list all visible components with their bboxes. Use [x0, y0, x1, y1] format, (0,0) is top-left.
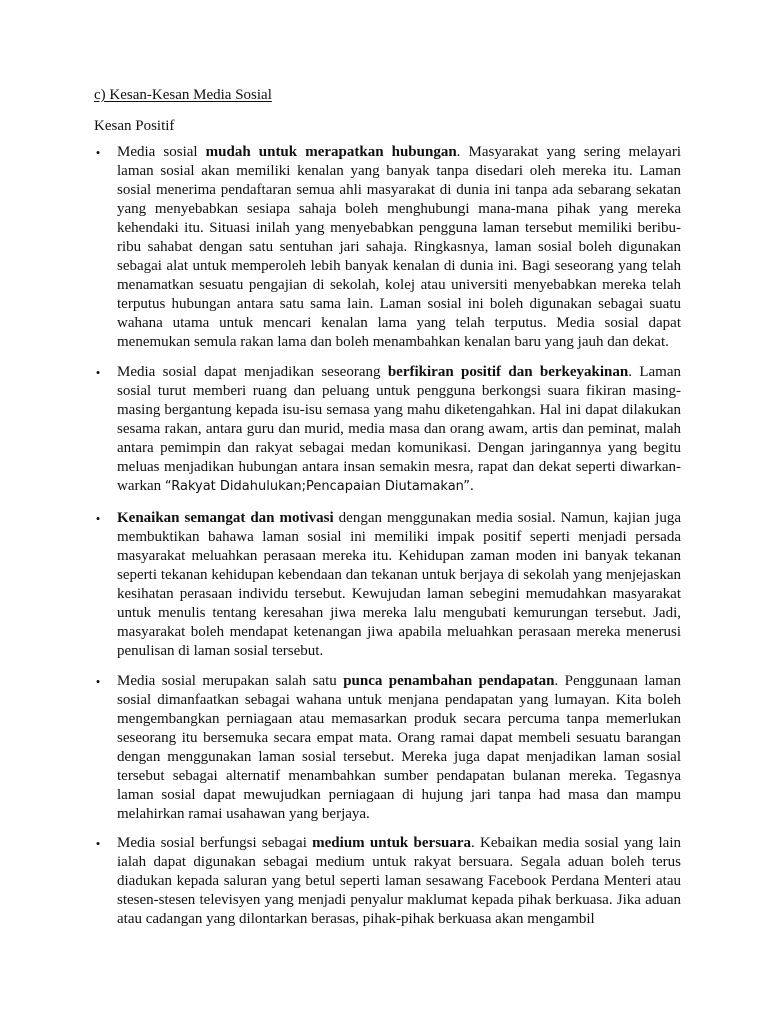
quote-text: “Rakyat Didahulukan;Pencapaian Diutamakan” [164, 479, 470, 494]
paragraph-bold-text: berfikiran positif dan berkeyakinan [387, 364, 629, 380]
paragraph [117, 834, 681, 929]
list-item [95, 363, 681, 496]
paragraph-text: . Kebaikan media sosial yang lain ialah dapat digunakan sebagai medium untuk rakyat bersuara. Segala aduan boleh terus diadukan kepada saluran yang betul seperti laman sesawang Facebook Perdana Menteri atau stesen-stesen televisyen yang menjadi penyalur maklumat kepada pihak berkuasa. Jika aduan atau cadangan yang dilontarkan berasas, pihak-pihak berkuasa akan mengambil [117, 835, 682, 927]
bullet-icon: • [95, 836, 101, 851]
bullet-icon: • [95, 365, 101, 380]
paragraph-text: Media sosial dapat menjadikan seseorang [117, 364, 388, 380]
paragraph-text: . Laman sosial turut memberi ruang dan peluang untuk pengguna berkongsi suara fikiran masing-masing bergantung kepada isu-isu semasa yang mahu diketengahkan. Hal ini dapat dilakukan sesama rakan, antara guru dan murid, media masa dan orang awam, artis dan peminat, malah antara pemimpin dan rakyat sebagai medan komunikasi. Dengan jaringannya yang begitu meluas menjadikan hubungan antara insan semakin mesra, rapat dan dekat seperti diwarkan-warkan [117, 364, 681, 494]
paragraph-bold-text: mudah untuk merapatkan hubungan [205, 144, 457, 160]
paragraph-text: . [469, 478, 474, 494]
sub-heading: Kesan Positif [94, 118, 175, 134]
paragraph-text: dengan menggunakan media sosial. Namun, kajian juga membuktikan bahawa laman sosial ini memiliki impak positif seperti menjadi persada masyarakat meluahkan perasaan mereka itu. Kehidupan zaman moden ini banyak tekanan seperti tekanan kehidupan kebendaan dan tekanan untuk berjaya di sekolah yang menjejaskan kesihatan perasaan individu tersebut. Kewujudan laman sebegini memudahkan masyarakat untuk menulis tentang keresahan jiwa mereka lalu mengubati kemurungan tersebut. Jadi, masyarakat boleh mendapat ketenangan jiwa apabila meluahkan perasaan mereka menerusi penulisan di laman sosial tersebut. [117, 510, 681, 659]
section-heading: c) Kesan-Kesan Media Sosial [94, 87, 272, 103]
list-item [95, 834, 682, 929]
paragraph-text: . Penggunaan laman sosial dimanfaatkan sebagai wahana untuk menjana pendapatan yang lumayan. Kita boleh mengembangkan perniagaan atau memasarkan produk secara percuma tanpa memerlukan seseorang itu bersemuka secara empat mata. Orang ramai dapat membeli sesuatu barangan dengan menggunakan laman sosial tersebut. Mereka juga dapat menjadikan laman sosial tersebut sebagai alternatif menambahkan sumber pendapatan bulanan mereka. Tegasnya laman sosial dapat mewujudkan perniagaan di hujung jari tanpa had masa dan mampu melahirkan ramai usahawan yang berjaya. [117, 673, 682, 822]
paragraph-text: Media sosial berfungsi sebagai [117, 835, 313, 851]
paragraph-bold-text: medium untuk bersuara [312, 835, 472, 851]
bullet-icon: • [95, 674, 101, 689]
bullet-icon: • [95, 145, 101, 160]
bullet-icon: • [95, 511, 101, 526]
paragraph-bold-text: punca penambahan pendapatan [343, 673, 555, 689]
paragraph [117, 672, 681, 824]
paragraph-bold-text: Kenaikan semangat dan motivasi [117, 510, 334, 526]
paragraph-text: . Masyarakat yang sering melayari laman sosial akan memiliki kenalan yang banyak tanpa disedari oleh mereka itu. Laman sosial menerima pendaftaran semua ahli masyarakat di dunia ini tanpa ada sebarang sekatan yang menyebabkan sesiapa sahaja boleh menghubungi mana-mana pihak yang mereka kehendaki itu. Situasi inilah yang menyebabkan pengguna laman tersebut memiliki beribu-ribu sahabat dengan satu sentuhan jari sahaja. Ringkasnya, laman sosial boleh digunakan sebagai alat untuk memperoleh lebih banyak kenalan di dunia ini. Bagi seseorang yang telah menamatkan sesuatu pengajian di sekolah, kolej atau universiti menyebabkan mereka telah terputus hubungan antara satu sama lain. Laman sosial ini boleh digunakan sebagai suatu wahana utama untuk mencari kenalan lama yang telah terputus. Media sosial dapat menemukan semula rakan lama dan boleh menambahkan kenalan baru yang jauh dan dekat. [117, 144, 681, 350]
list-item [95, 509, 681, 661]
paragraph-text: Media sosial merupakan salah satu [117, 673, 344, 689]
paragraph [117, 509, 681, 661]
paragraph [117, 363, 681, 496]
list-item [95, 143, 681, 352]
paragraph-text: Media sosial [117, 144, 206, 160]
paragraph [117, 143, 681, 352]
list-item [95, 672, 682, 824]
